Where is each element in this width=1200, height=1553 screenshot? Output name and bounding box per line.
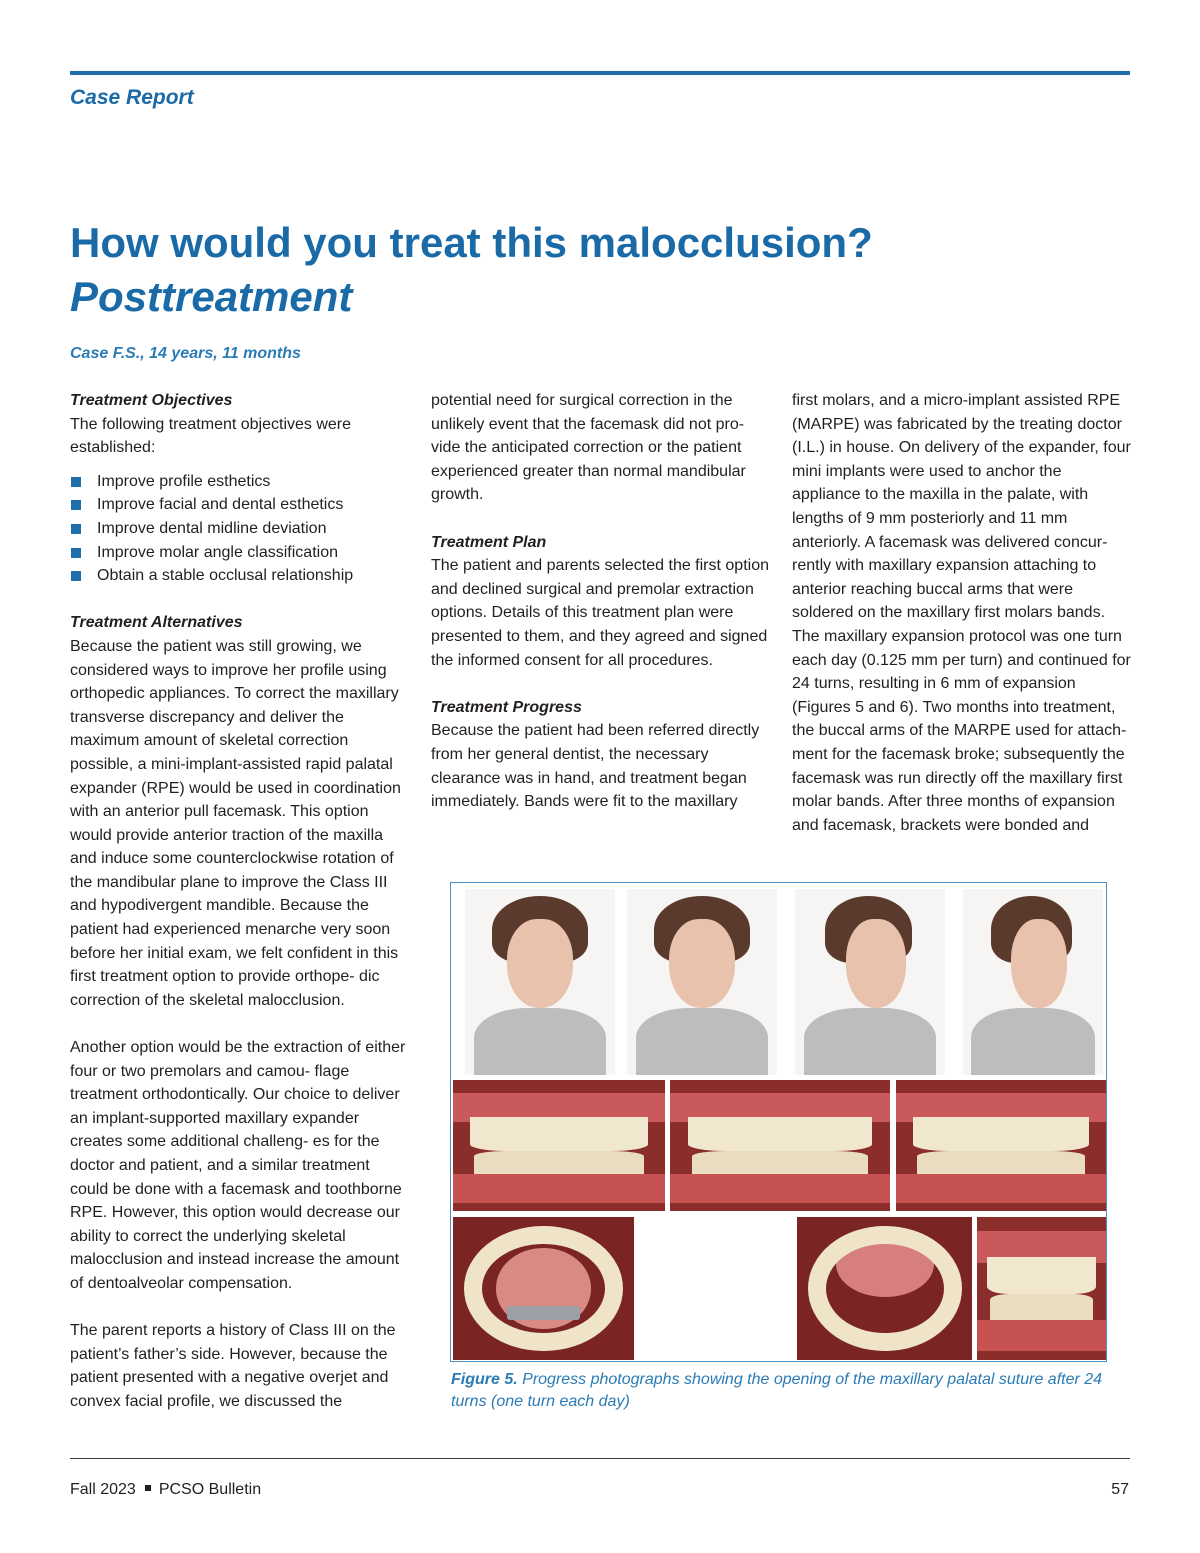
list-item — [70, 517, 410, 541]
alternatives-paragraph-2: Another option would be the extraction of either four or two premolars and camou- flage treatment orthodontically. Our choice to deliver an implant-supported maxillary expander creates some additional challeng- es for the doctor and patient, and a similar treatment could be done with a facemask and toothborne RPE. However, this option would decrease our ability to correct the underlying skeletal malocclusion and instead increase the amount of dentoalveolar compensation. — [70, 1039, 406, 1292]
column-1 — [70, 389, 410, 1414]
list-item — [70, 470, 410, 494]
facial-photo-frontal-smile — [627, 889, 777, 1075]
bullet-square-icon — [71, 500, 81, 510]
intraoral-photo-left-closeup — [977, 1217, 1106, 1360]
progress-paragraph: Because the patient had been referred directly from her general dentist, the necessary clearance was in hand, and treatment began immediately. Bands were fit to the maxillary — [431, 722, 760, 811]
column-3 — [792, 389, 1132, 837]
list-item-text: Improve dental midline deviation — [97, 519, 327, 537]
section-label: Case Report — [70, 86, 194, 109]
plan-heading: Treatment Plan — [431, 533, 547, 551]
objectives-list — [70, 470, 410, 588]
bullet-square-icon — [71, 477, 81, 487]
intraoral-photo-frontal — [670, 1080, 890, 1211]
bottom-rule — [70, 1458, 1130, 1459]
column-2-paragraph-1: potential need for surgical correction in the unlikely event that the facemask did not pro- vide the anticipated correction or the patient experienced greater than normal mandibular growth. — [431, 392, 746, 504]
facial-photo-frontal-rest — [465, 889, 615, 1075]
facial-photo-three-quarter — [795, 889, 945, 1075]
column-2 — [431, 389, 771, 814]
facial-photo-profile — [963, 889, 1103, 1075]
plan-paragraph: The patient and parents selected the first option and declined surgical and premolar extraction options. Details of this treatment plan were presented to them, and they agreed and signed the informed consent for all procedures. — [431, 557, 769, 669]
footer-season: Fall 2023 — [70, 1481, 136, 1498]
bullet-square-icon — [71, 571, 81, 581]
alternatives-heading: Treatment Alternatives — [70, 614, 243, 632]
list-item-text: Improve facial and dental esthetics — [97, 496, 344, 514]
objectives-heading: Treatment Objectives — [70, 392, 233, 409]
alternatives-paragraph-3: The parent reports a history of Class III on the patient’s father’s side. However, because the patient presented with a negative overjet and convex facial profile, we discussed the — [70, 1322, 396, 1410]
list-item — [70, 541, 410, 565]
title-sub: Posttreatment — [70, 273, 353, 320]
intraoral-photo-right — [453, 1080, 665, 1211]
intraoral-photo-left — [896, 1080, 1106, 1211]
figure-caption — [451, 1369, 1111, 1412]
figure-5-frame — [450, 882, 1107, 1362]
column-3-paragraph: first molars, and a micro-implant assisted RPE (MARPE) was fabricated by the treating doctor (I.L.) in house. On delivery of the expander, four mini implants were used to anchor the appliance to the maxilla in the palate, with lengths of 9 mm posteriorly and 11 mm anteriorly. A facemask was delivered concur- rently with maxillary expansion attaching to anterior reaching buccal arms that were soldered on the maxillary first molars bands. The maxillary expansion protocol was one turn each day (0.125 mm per turn) and continued for 24 turns, resulting in 6 mm of expansion (Figures 5 and 6). Two months into treatment, the buccal arms of the MARPE used for attach- ment for the facemask broke; subsequently the facemask was run directly off the maxillary first molar bands. After three months of expansion and facemask, brackets were bonded and — [792, 392, 1131, 834]
list-item-text: Improve profile esthetics — [97, 472, 271, 490]
figure-caption-text: Progress photographs showing the opening of the maxillary palatal suture after 24 turns (one turn each day) — [451, 1371, 1103, 1410]
bullet-square-icon — [71, 548, 81, 558]
figure-label: Figure 5. — [451, 1371, 518, 1388]
title-main: How would you treat this malocclusion? — [70, 219, 873, 266]
objectives-intro: The following treatment objectives were established: — [70, 415, 352, 457]
progress-heading: Treatment Progress — [431, 698, 582, 716]
list-item — [70, 493, 410, 517]
list-item-text: Obtain a stable occlusal relationship — [97, 567, 354, 585]
footer-publication: PCSO Bulletin — [158, 1481, 262, 1498]
footer-separator-square-icon — [145, 1485, 151, 1491]
list-item-text: Improve molar angle classification — [97, 543, 338, 561]
occlusal-photo-mandibular — [797, 1217, 972, 1360]
top-rule — [70, 71, 1130, 75]
bullet-square-icon — [71, 524, 81, 534]
list-item — [70, 564, 410, 588]
occlusal-photo-maxillary-expander — [453, 1217, 634, 1360]
footer — [70, 1481, 261, 1499]
case-line: Case F.S., 14 years, 11 months — [70, 345, 301, 362]
page-number: 57 — [1111, 1481, 1129, 1498]
alternatives-paragraph-1: Because the patient was still growing, we considered ways to improve her profile using orthopedic appliances. To correct the maxillary transverse discrepancy and deliver the maximum amount of skeletal correction possible, a mini-implant-assisted rapid palatal expander (RPE) would be used in coordination with an anterior pull facemask. This option would provide anterior traction of the maxilla and induce some counterclockwise rotation of the mandibular plane to improve the Class III and hypodivergent mandible. Because the patient had experienced menarche very soon before her initial exam, we felt confident in this first treatment option to provide orthope- dic correction of the skeletal malocclusion. — [70, 637, 401, 1009]
article-title — [70, 216, 1130, 324]
